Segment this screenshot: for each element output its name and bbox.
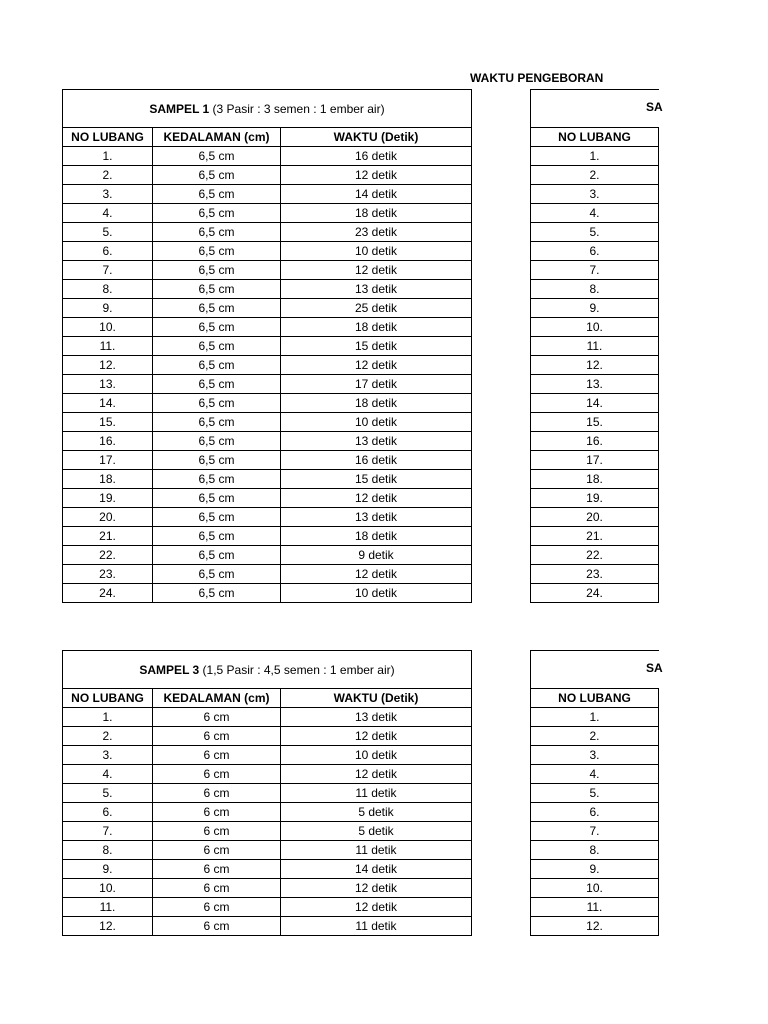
cell-kedalaman: 6,5 cm xyxy=(153,546,281,565)
cell-kedalaman: 6,5 cm xyxy=(153,565,281,584)
sample-1-ratio: (3 Pasir : 3 semen : 1 ember air) xyxy=(209,101,385,116)
table-row xyxy=(63,746,472,765)
cell-no-lubang: 5. xyxy=(63,784,153,803)
cell-kedalaman: 6,5 cm xyxy=(153,527,281,546)
cell-waktu: 10 detik xyxy=(281,746,472,765)
cell-no-lubang: 16. xyxy=(63,432,153,451)
cell-no-lubang: 1. xyxy=(531,147,659,166)
cell-kedalaman: 6 cm xyxy=(153,708,281,727)
cell-kedalaman: 6,5 cm xyxy=(153,451,281,470)
table-row xyxy=(63,166,472,185)
cell-no-lubang: 2. xyxy=(63,166,153,185)
cell-kedalaman: 6 cm xyxy=(153,879,281,898)
cell-kedalaman: 6,5 cm xyxy=(153,489,281,508)
table-row xyxy=(63,394,472,413)
cell-no-lubang: 9. xyxy=(63,860,153,879)
cell-no-lubang: 22. xyxy=(63,546,153,565)
cell-no-lubang: 11. xyxy=(63,337,153,356)
table-row xyxy=(531,879,660,898)
cell-no-lubang: 5. xyxy=(63,223,153,242)
cell-kedalaman xyxy=(659,166,660,185)
cell-kedalaman: 6,5 cm xyxy=(153,166,281,185)
cell-waktu: 10 detik xyxy=(281,413,472,432)
cell-waktu: 12 detik xyxy=(281,898,472,917)
table-row xyxy=(63,784,472,803)
cell-no-lubang: 21. xyxy=(531,527,659,546)
cell-kedalaman xyxy=(659,565,660,584)
cell-no-lubang: 12. xyxy=(63,917,153,936)
cell-kedalaman: 6,5 cm xyxy=(153,394,281,413)
table-row xyxy=(531,565,660,584)
table-row xyxy=(531,546,660,565)
table-row xyxy=(63,489,472,508)
cell-kedalaman xyxy=(659,204,660,223)
cell-kedalaman: 6,5 cm xyxy=(153,299,281,318)
cell-no-lubang: 12. xyxy=(63,356,153,375)
table-row xyxy=(531,242,660,261)
table-row xyxy=(63,185,472,204)
cell-kedalaman xyxy=(659,860,660,879)
cell-no-lubang: 10. xyxy=(63,879,153,898)
cell-waktu: 15 detik xyxy=(281,337,472,356)
cell-no-lubang: 2. xyxy=(531,166,659,185)
cell-kedalaman xyxy=(659,546,660,565)
header-kedalaman xyxy=(659,128,660,147)
table-row xyxy=(63,765,472,784)
cell-no-lubang: 6. xyxy=(63,242,153,261)
cell-no-lubang: 19. xyxy=(63,489,153,508)
table-row xyxy=(531,337,660,356)
sample-4-table-partial xyxy=(530,650,659,943)
table-row xyxy=(531,280,660,299)
cell-no-lubang: 17. xyxy=(531,451,659,470)
sample-4-caption xyxy=(531,651,660,689)
cell-no-lubang: 8. xyxy=(531,841,659,860)
table-row xyxy=(63,451,472,470)
cell-waktu: 11 detik xyxy=(281,784,472,803)
table-row xyxy=(63,841,472,860)
cell-waktu: 12 detik xyxy=(281,565,472,584)
table-row xyxy=(63,432,472,451)
cell-no-lubang: 13. xyxy=(63,375,153,394)
table-row xyxy=(531,746,660,765)
cell-waktu: 12 detik xyxy=(281,356,472,375)
cell-waktu: 10 detik xyxy=(281,584,472,603)
cell-no-lubang: 3. xyxy=(63,185,153,204)
table-row xyxy=(63,318,472,337)
sample-3-table xyxy=(62,650,472,936)
cell-kedalaman xyxy=(659,708,660,727)
cell-no-lubang: 12. xyxy=(531,917,659,936)
cell-kedalaman: 6,5 cm xyxy=(153,204,281,223)
sample-3-ratio: (1,5 Pasir : 4,5 semen : 1 ember air) xyxy=(199,662,395,677)
cell-no-lubang: 20. xyxy=(63,508,153,527)
cell-kedalaman xyxy=(659,356,660,375)
cell-no-lubang: 22. xyxy=(531,546,659,565)
table-row xyxy=(531,261,660,280)
cell-waktu: 13 detik xyxy=(281,432,472,451)
cell-kedalaman xyxy=(659,584,660,603)
cell-kedalaman: 6,5 cm xyxy=(153,356,281,375)
cell-kedalaman xyxy=(659,803,660,822)
cell-no-lubang: 10. xyxy=(63,318,153,337)
cell-no-lubang: 18. xyxy=(531,470,659,489)
cell-kedalaman: 6 cm xyxy=(153,784,281,803)
table-row xyxy=(63,204,472,223)
table-row xyxy=(63,527,472,546)
cell-kedalaman: 6 cm xyxy=(153,917,281,936)
cell-waktu: 18 detik xyxy=(281,204,472,223)
cell-waktu: 25 detik xyxy=(281,299,472,318)
cell-waktu: 13 detik xyxy=(281,508,472,527)
cell-kedalaman xyxy=(659,727,660,746)
table-row xyxy=(531,708,660,727)
table-row xyxy=(531,147,660,166)
table-row xyxy=(531,356,660,375)
cell-no-lubang: 7. xyxy=(531,261,659,280)
cell-no-lubang: 6. xyxy=(63,803,153,822)
cell-no-lubang: 2. xyxy=(63,727,153,746)
sample-3-caption xyxy=(63,651,472,689)
table-row xyxy=(531,185,660,204)
sample-3-label: SAMPEL 3 xyxy=(139,662,200,677)
cell-no-lubang: 5. xyxy=(531,223,659,242)
table-row xyxy=(63,803,472,822)
cell-kedalaman xyxy=(659,242,660,261)
table-row xyxy=(63,299,472,318)
cell-no-lubang: 8. xyxy=(531,280,659,299)
cell-waktu: 23 detik xyxy=(281,223,472,242)
cell-kedalaman xyxy=(659,898,660,917)
cell-no-lubang: 24. xyxy=(63,584,153,603)
cell-no-lubang: 8. xyxy=(63,841,153,860)
sample-4-label-fragment: SA xyxy=(646,661,663,675)
table-row xyxy=(531,204,660,223)
cell-waktu: 18 detik xyxy=(281,318,472,337)
cell-no-lubang: 9. xyxy=(531,299,659,318)
table-row xyxy=(531,508,660,527)
table-row xyxy=(531,413,660,432)
cell-kedalaman xyxy=(659,746,660,765)
cell-kedalaman: 6 cm xyxy=(153,860,281,879)
cell-no-lubang: 9. xyxy=(63,299,153,318)
cell-waktu: 12 detik xyxy=(281,261,472,280)
cell-kedalaman: 6,5 cm xyxy=(153,185,281,204)
cell-kedalaman xyxy=(659,489,660,508)
cell-kedalaman: 6,5 cm xyxy=(153,223,281,242)
cell-no-lubang: 12. xyxy=(531,356,659,375)
cell-kedalaman: 6,5 cm xyxy=(153,242,281,261)
table-row xyxy=(63,147,472,166)
cell-no-lubang: 4. xyxy=(531,204,659,223)
cell-no-lubang: 4. xyxy=(63,204,153,223)
cell-no-lubang: 10. xyxy=(531,318,659,337)
table-row xyxy=(531,803,660,822)
table-row xyxy=(531,527,660,546)
cell-waktu: 11 detik xyxy=(281,917,472,936)
table-row xyxy=(531,470,660,489)
cell-kedalaman xyxy=(659,318,660,337)
cell-kedalaman: 6,5 cm xyxy=(153,413,281,432)
cell-no-lubang: 1. xyxy=(63,708,153,727)
sample-2-table-partial xyxy=(530,89,659,613)
table-row xyxy=(531,299,660,318)
cell-kedalaman xyxy=(659,432,660,451)
cell-no-lubang: 6. xyxy=(531,803,659,822)
cell-no-lubang: 17. xyxy=(63,451,153,470)
cell-waktu: 18 detik xyxy=(281,394,472,413)
cell-kedalaman xyxy=(659,280,660,299)
cell-kedalaman: 6 cm xyxy=(153,822,281,841)
table-row xyxy=(531,394,660,413)
cell-kedalaman xyxy=(659,185,660,204)
cell-kedalaman: 6 cm xyxy=(153,803,281,822)
cell-no-lubang: 1. xyxy=(531,708,659,727)
cell-no-lubang: 9. xyxy=(531,860,659,879)
cell-no-lubang: 4. xyxy=(531,765,659,784)
table-row xyxy=(63,280,472,299)
cell-kedalaman: 6,5 cm xyxy=(153,584,281,603)
cell-waktu: 12 detik xyxy=(281,765,472,784)
cell-kedalaman xyxy=(659,394,660,413)
cell-kedalaman xyxy=(659,261,660,280)
cell-no-lubang: 2. xyxy=(531,727,659,746)
cell-kedalaman: 6,5 cm xyxy=(153,337,281,356)
cell-no-lubang: 3. xyxy=(63,746,153,765)
cell-kedalaman: 6,5 cm xyxy=(153,318,281,337)
cell-no-lubang: 23. xyxy=(531,565,659,584)
page-title: WAKTU PENGEBORAN xyxy=(470,71,604,85)
sample-2-caption xyxy=(531,90,660,128)
table-row xyxy=(63,470,472,489)
header-kedalaman: KEDALAMAN (cm) xyxy=(153,689,281,708)
sample-1-table xyxy=(62,89,472,603)
table-row xyxy=(531,223,660,242)
cell-kedalaman xyxy=(659,413,660,432)
table-row xyxy=(63,413,472,432)
table-row xyxy=(531,375,660,394)
table-row xyxy=(63,546,472,565)
cell-kedalaman: 6,5 cm xyxy=(153,280,281,299)
cell-kedalaman xyxy=(659,508,660,527)
cell-kedalaman: 6 cm xyxy=(153,727,281,746)
cell-waktu: 15 detik xyxy=(281,470,472,489)
table-row xyxy=(63,917,472,936)
cell-no-lubang: 19. xyxy=(531,489,659,508)
cell-no-lubang: 15. xyxy=(531,413,659,432)
table-row xyxy=(63,860,472,879)
sample-2-label-fragment: SA xyxy=(646,100,663,114)
table-row xyxy=(531,318,660,337)
table-row xyxy=(63,565,472,584)
header-no-lubang: NO LUBANG xyxy=(63,689,153,708)
table-row xyxy=(531,765,660,784)
cell-no-lubang: 10. xyxy=(531,879,659,898)
cell-no-lubang: 14. xyxy=(63,394,153,413)
table-row xyxy=(63,242,472,261)
cell-kedalaman: 6 cm xyxy=(153,841,281,860)
cell-no-lubang: 3. xyxy=(531,185,659,204)
cell-no-lubang: 15. xyxy=(63,413,153,432)
header-no-lubang: NO LUBANG xyxy=(531,128,659,147)
header-waktu: WAKTU (Detik) xyxy=(281,128,472,147)
table-row xyxy=(63,337,472,356)
cell-no-lubang: 5. xyxy=(531,784,659,803)
table-row xyxy=(63,223,472,242)
sample-1-label: SAMPEL 1 xyxy=(149,101,210,116)
table-row xyxy=(63,261,472,280)
cell-kedalaman xyxy=(659,223,660,242)
cell-kedalaman: 6,5 cm xyxy=(153,147,281,166)
cell-waktu: 13 detik xyxy=(281,708,472,727)
cell-kedalaman xyxy=(659,527,660,546)
cell-no-lubang: 11. xyxy=(531,898,659,917)
cell-kedalaman: 6,5 cm xyxy=(153,508,281,527)
table-row xyxy=(63,879,472,898)
cell-waktu: 12 detik xyxy=(281,879,472,898)
cell-kedalaman: 6 cm xyxy=(153,746,281,765)
cell-kedalaman: 6,5 cm xyxy=(153,261,281,280)
table-row xyxy=(531,727,660,746)
cell-waktu: 5 detik xyxy=(281,822,472,841)
cell-waktu: 14 detik xyxy=(281,185,472,204)
cell-kedalaman xyxy=(659,375,660,394)
cell-waktu: 14 detik xyxy=(281,860,472,879)
cell-kedalaman: 6,5 cm xyxy=(153,375,281,394)
cell-waktu: 18 detik xyxy=(281,527,472,546)
cell-kedalaman: 6 cm xyxy=(153,765,281,784)
cell-no-lubang: 8. xyxy=(63,280,153,299)
cell-no-lubang: 20. xyxy=(531,508,659,527)
cell-no-lubang: 13. xyxy=(531,375,659,394)
cell-no-lubang: 1. xyxy=(63,147,153,166)
table-row xyxy=(63,727,472,746)
table-row xyxy=(531,898,660,917)
table-row xyxy=(531,917,660,936)
cell-no-lubang: 11. xyxy=(63,898,153,917)
cell-no-lubang: 14. xyxy=(531,394,659,413)
cell-kedalaman: 6,5 cm xyxy=(153,432,281,451)
table-row xyxy=(531,432,660,451)
cell-no-lubang: 16. xyxy=(531,432,659,451)
table-row xyxy=(531,451,660,470)
cell-kedalaman: 6 cm xyxy=(153,898,281,917)
cell-waktu: 12 detik xyxy=(281,166,472,185)
table-row xyxy=(531,166,660,185)
table-row xyxy=(531,841,660,860)
cell-kedalaman xyxy=(659,879,660,898)
cell-waktu: 11 detik xyxy=(281,841,472,860)
table-row xyxy=(63,822,472,841)
cell-kedalaman xyxy=(659,784,660,803)
cell-kedalaman xyxy=(659,765,660,784)
header-kedalaman: KEDALAMAN (cm) xyxy=(153,128,281,147)
table-row xyxy=(531,860,660,879)
table-row xyxy=(531,784,660,803)
cell-kedalaman xyxy=(659,822,660,841)
table-row xyxy=(63,356,472,375)
table-row xyxy=(63,898,472,917)
header-no-lubang: NO LUBANG xyxy=(63,128,153,147)
cell-waktu: 12 detik xyxy=(281,727,472,746)
table-row xyxy=(531,822,660,841)
cell-kedalaman: 6,5 cm xyxy=(153,470,281,489)
cell-kedalaman xyxy=(659,451,660,470)
cell-no-lubang: 23. xyxy=(63,565,153,584)
cell-waktu: 16 detik xyxy=(281,451,472,470)
cell-waktu: 9 detik xyxy=(281,546,472,565)
header-no-lubang: NO LUBANG xyxy=(531,689,659,708)
table-row xyxy=(63,375,472,394)
cell-no-lubang: 4. xyxy=(63,765,153,784)
cell-waktu: 12 detik xyxy=(281,489,472,508)
cell-waktu: 17 detik xyxy=(281,375,472,394)
cell-waktu: 16 detik xyxy=(281,147,472,166)
header-waktu: WAKTU (Detik) xyxy=(281,689,472,708)
cell-no-lubang: 3. xyxy=(531,746,659,765)
cell-no-lubang: 7. xyxy=(531,822,659,841)
cell-kedalaman xyxy=(659,841,660,860)
cell-no-lubang: 7. xyxy=(63,822,153,841)
cell-waktu: 5 detik xyxy=(281,803,472,822)
cell-no-lubang: 18. xyxy=(63,470,153,489)
cell-no-lubang: 6. xyxy=(531,242,659,261)
cell-kedalaman xyxy=(659,147,660,166)
header-kedalaman xyxy=(659,689,660,708)
cell-kedalaman xyxy=(659,337,660,356)
table-row xyxy=(63,508,472,527)
sample-1-caption xyxy=(63,90,472,128)
table-row xyxy=(531,489,660,508)
cell-no-lubang: 7. xyxy=(63,261,153,280)
table-row xyxy=(531,584,660,603)
cell-kedalaman xyxy=(659,299,660,318)
cell-no-lubang: 11. xyxy=(531,337,659,356)
cell-waktu: 13 detik xyxy=(281,280,472,299)
cell-kedalaman xyxy=(659,470,660,489)
cell-waktu: 10 detik xyxy=(281,242,472,261)
table-row xyxy=(63,708,472,727)
table-row xyxy=(63,584,472,603)
cell-kedalaman xyxy=(659,917,660,936)
cell-no-lubang: 21. xyxy=(63,527,153,546)
cell-no-lubang: 24. xyxy=(531,584,659,603)
